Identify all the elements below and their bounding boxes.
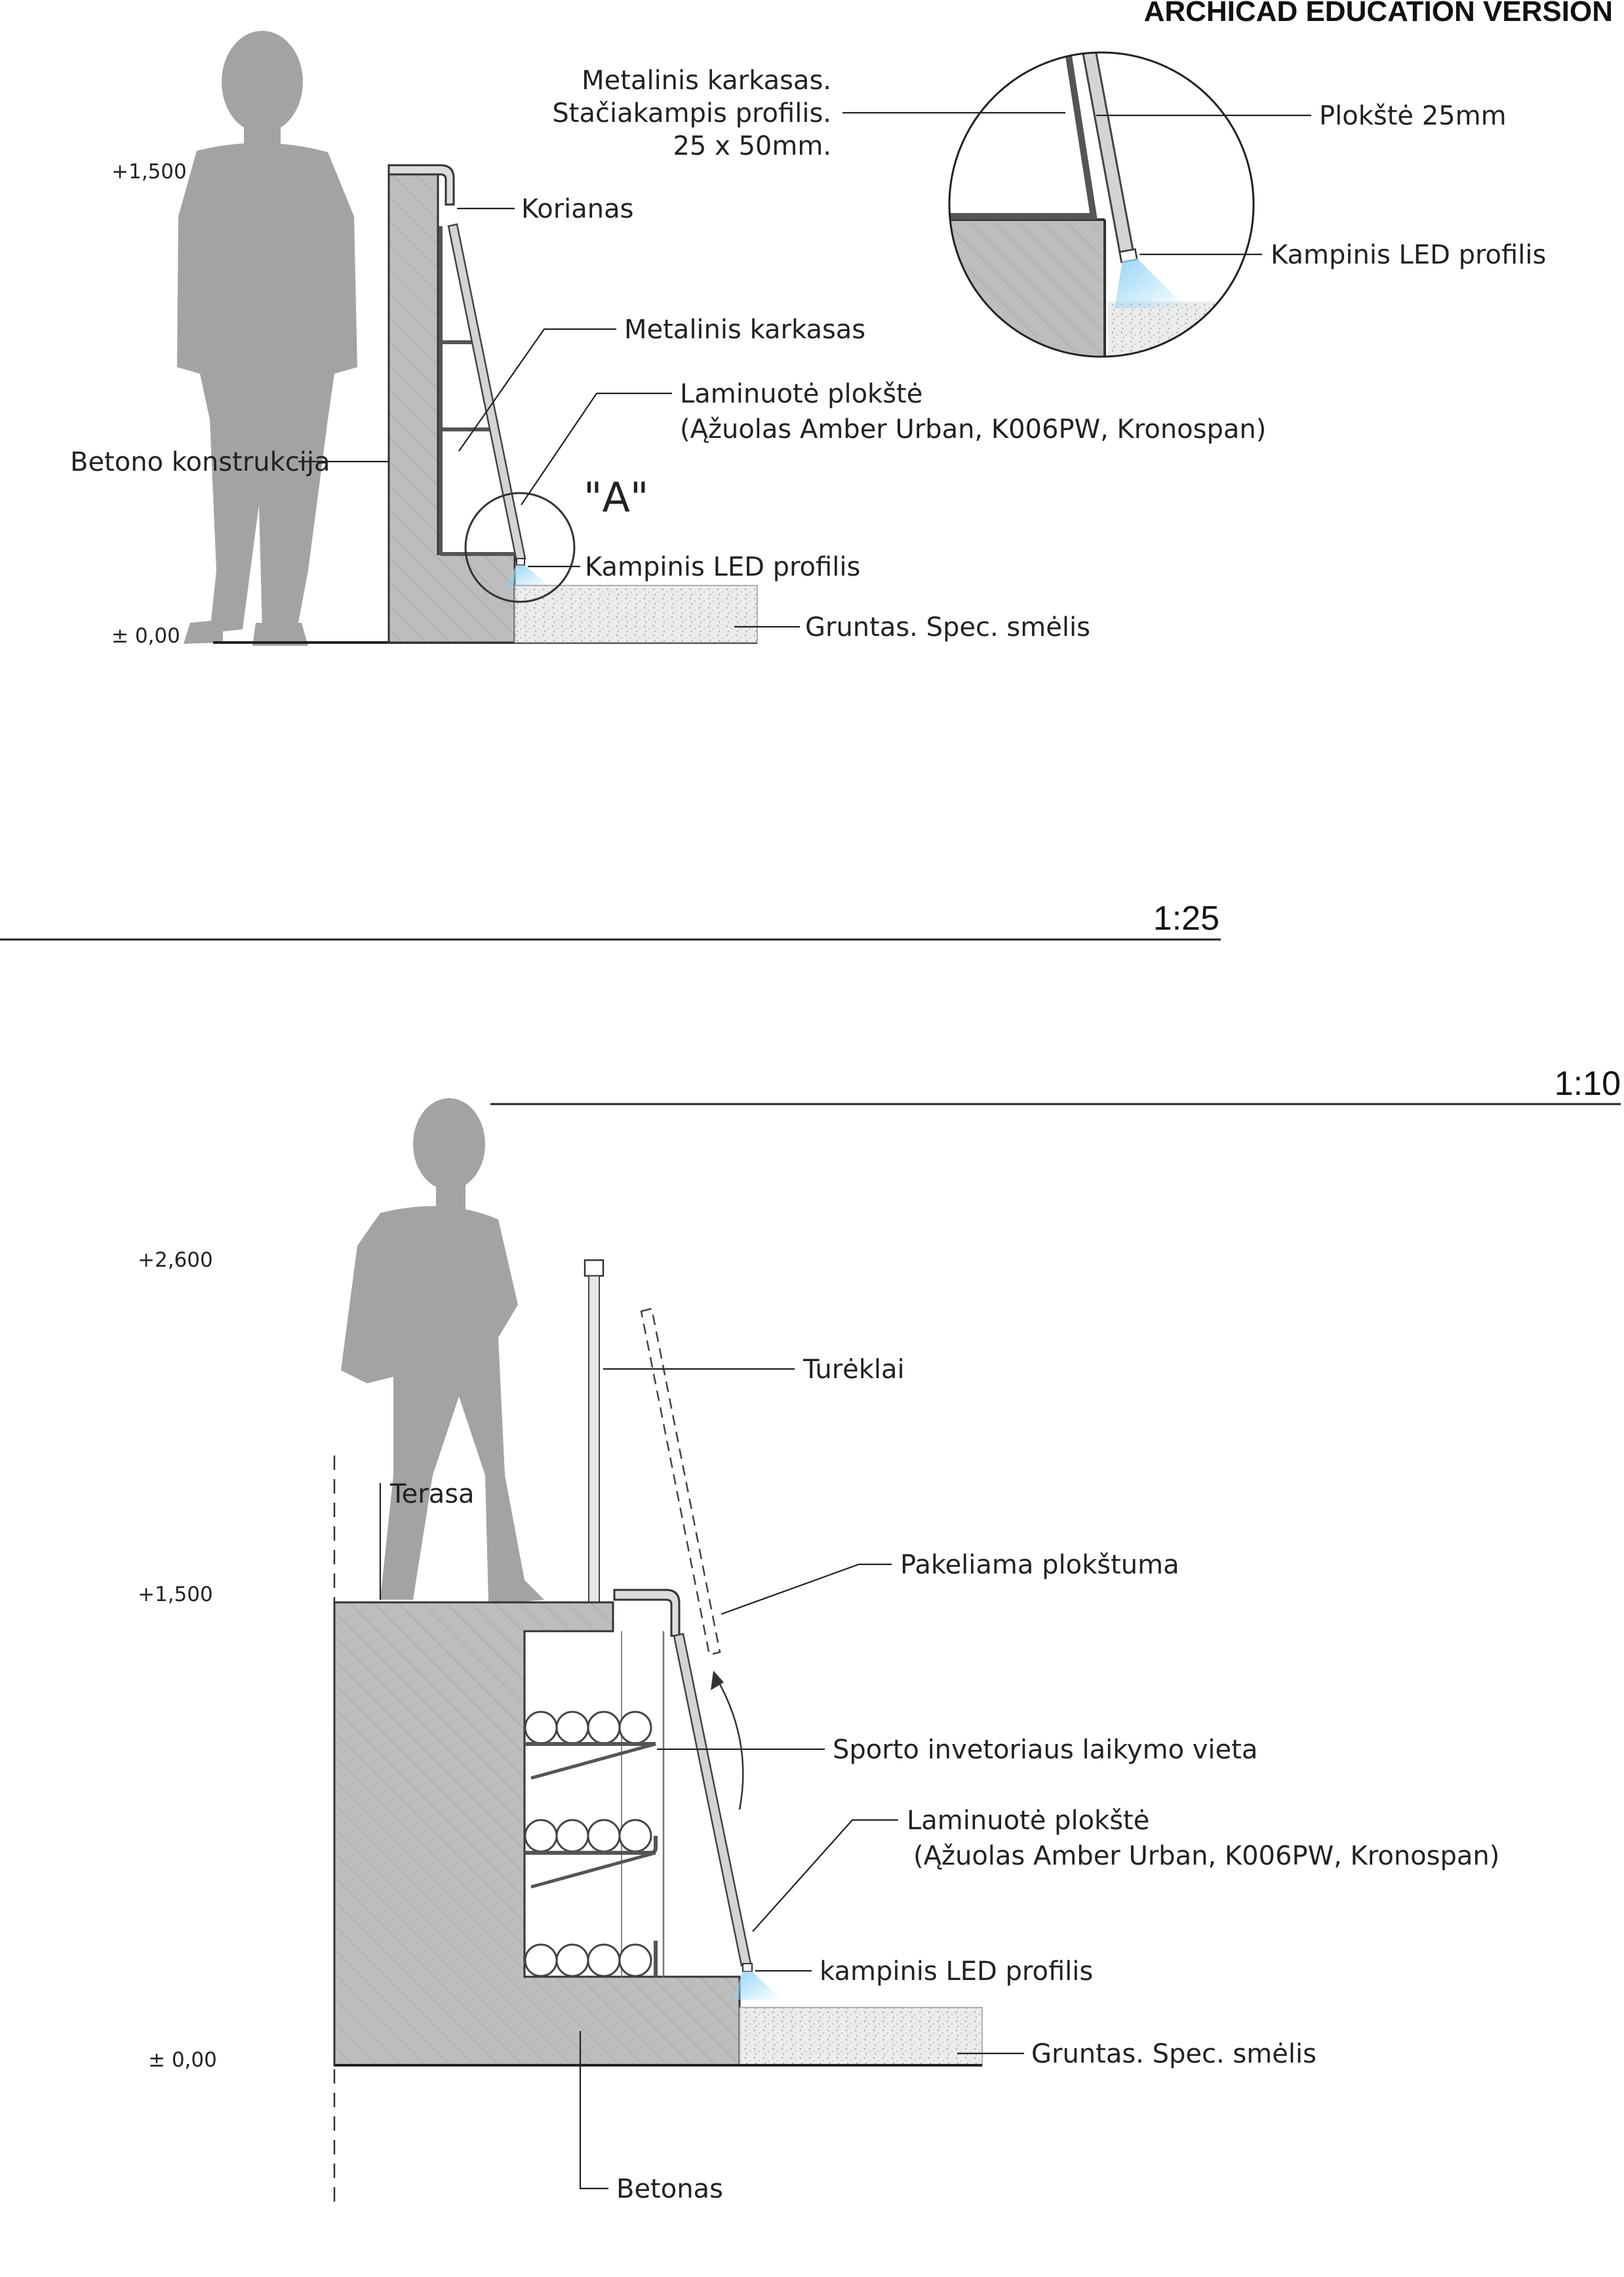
label-concrete-bottom: Betonas	[616, 2174, 723, 2204]
leader-lift-panel	[721, 1564, 892, 1614]
railing	[585, 1260, 603, 1602]
label-storage: Sporto invetoriaus laikymo vieta	[833, 1735, 1258, 1765]
storage-shelves	[525, 1712, 656, 1977]
level-upper-top: +1,500	[111, 160, 187, 184]
level-ground-bottom: ± 0,00	[148, 2048, 217, 2072]
balls-row-1	[525, 1712, 651, 1743]
scale-bottom: 1:10	[1554, 1065, 1621, 1103]
label-led-detail: Kampinis LED profilis	[1271, 240, 1547, 270]
led-light-bottom	[733, 1971, 782, 2000]
label-led-top: Kampinis LED profilis	[585, 552, 861, 582]
laminate-panel-top	[448, 224, 525, 561]
railing-cap	[585, 1260, 603, 1276]
lift-arrow	[716, 1677, 743, 1810]
led-profile-bottom	[743, 1964, 752, 1971]
label-laminate-bottom-1: Laminuotė plokštė	[907, 1806, 1150, 1836]
level-top-bottom: +2,600	[138, 1248, 213, 1272]
lift-panel-dashed	[641, 1309, 720, 1655]
section-bottom	[138, 1065, 1621, 2204]
label-laminate-1: Laminuotė plokštė	[680, 379, 923, 409]
sand-bottom	[740, 2008, 982, 2065]
label-frame-note-3: 25 x 50mm.	[673, 131, 831, 161]
label-laminate-bottom-2: (Ąžuolas Amber Urban, K006PW, Kronospan)	[913, 1841, 1500, 1871]
person-silhouette-top	[177, 31, 357, 646]
label-frame-note-2: Stačiakampis profilis.	[552, 98, 831, 129]
label-corian: Korianas	[521, 194, 634, 224]
section-top	[0, 31, 1266, 940]
detail-a	[944, 39, 1546, 400]
label-board: Plokštė 25mm	[1319, 101, 1507, 131]
detail-led-light	[1115, 258, 1187, 308]
label-railing: Turėklai	[803, 1355, 905, 1385]
balls-row-3	[525, 1945, 651, 1976]
label-concrete-top: Betono konstrukcija	[70, 447, 330, 477]
scale-top: 1:25	[1153, 900, 1219, 938]
detail-sand	[1108, 302, 1278, 400]
watermark: ARCHICAD EDUCATION VERSION	[1143, 0, 1613, 28]
railing-post	[589, 1276, 599, 1602]
detail-concrete	[944, 220, 1105, 390]
corian-cap-bottom	[614, 1590, 679, 1636]
led-profile-top	[517, 559, 525, 565]
detail-metal-frame	[944, 39, 1094, 216]
sand-top	[515, 585, 757, 643]
detail-a-label: "A"	[584, 473, 649, 521]
balls-row-2	[525, 1820, 651, 1851]
label-soil-top: Gruntas. Spec. smėlis	[805, 612, 1090, 643]
label-led-bottom: kampinis LED profilis	[820, 1956, 1094, 1987]
level-upper-bottom: +1,500	[138, 1583, 213, 1606]
label-frame-note-1: Metalinis karkasas.	[582, 66, 831, 96]
label-terrace: Terasa	[390, 1479, 475, 1509]
label-lift-panel: Pakeliama plokštuma	[900, 1550, 1179, 1580]
label-metal-frame: Metalinis karkasas	[624, 315, 866, 345]
label-laminate-2: (Ąžuolas Amber Urban, K006PW, Kronospan)	[680, 414, 1267, 445]
level-ground-top: ± 0,00	[111, 624, 180, 648]
person-silhouette-bottom	[341, 1098, 544, 1603]
label-soil-bottom: Gruntas. Spec. smėlis	[1031, 2039, 1317, 2069]
leader-laminate-bottom	[753, 1820, 898, 1931]
